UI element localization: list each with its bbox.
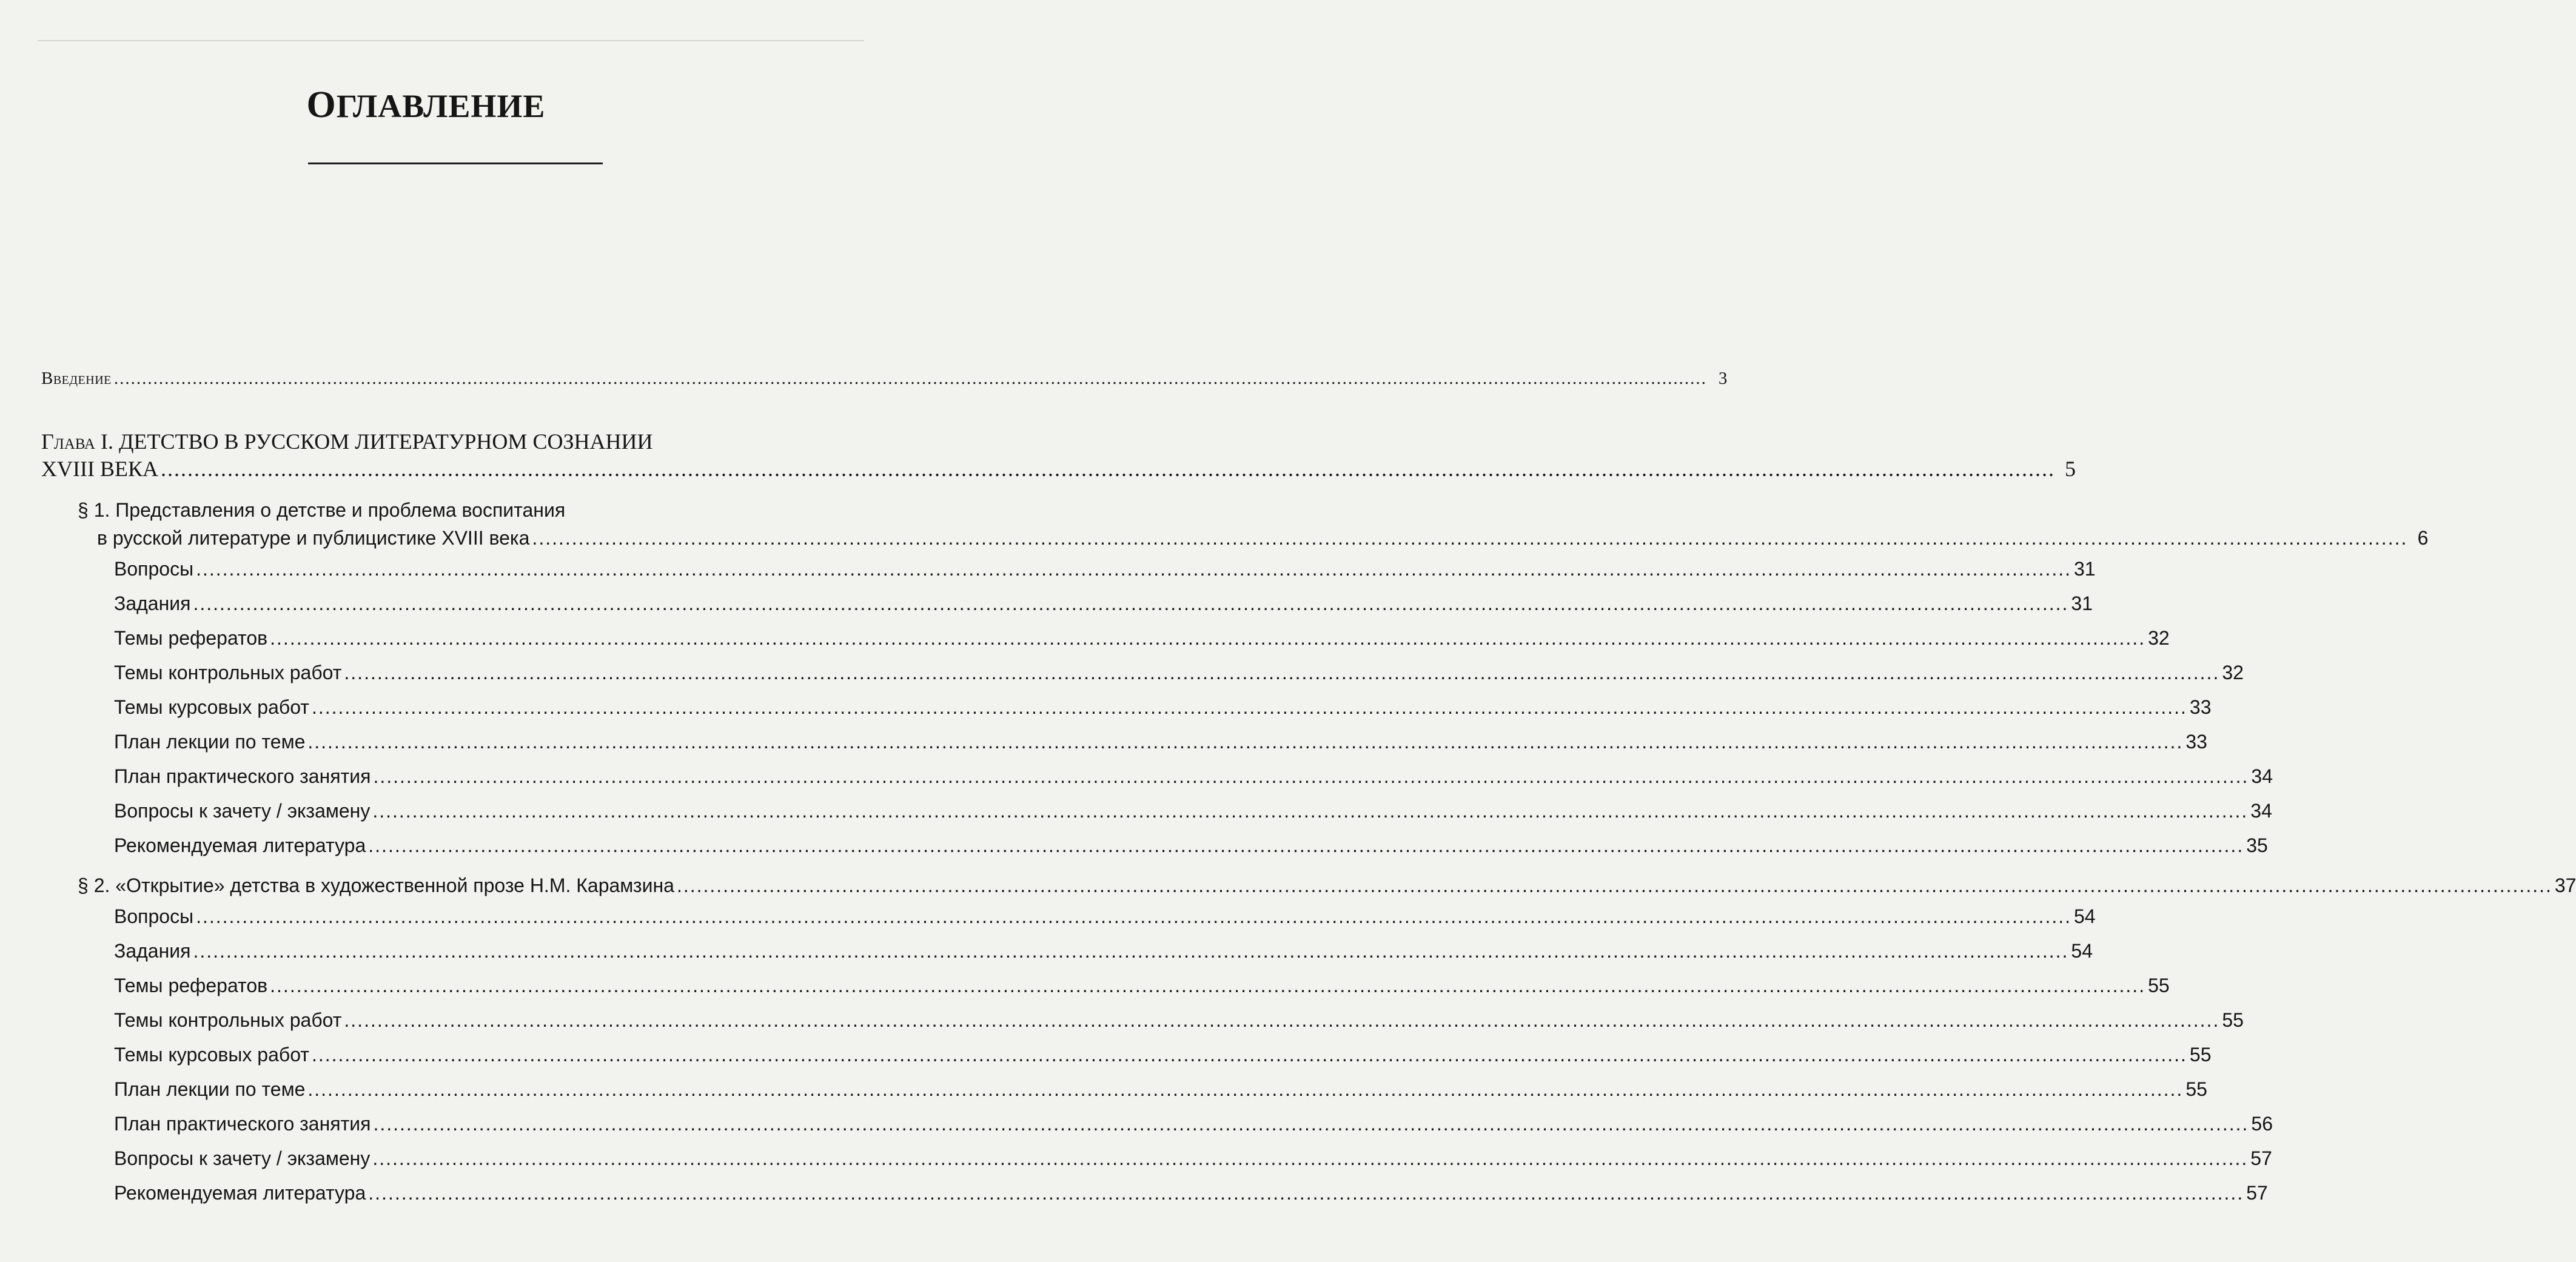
toc-label: План практического занятия [114,765,371,787]
toc-page-number: 33 [2189,696,2212,718]
leader-dots [307,1072,2183,1107]
toc-page-number: 55 [2189,1044,2212,1066]
toc-page-number: 33 [2185,731,2207,753]
toc-entry-section [41,871,2576,899]
toc-entry-item [41,1072,2207,1107]
toc-entry-item [41,1141,2272,1176]
toc-entry-item [41,552,2096,586]
toc-entry-chapter [41,456,2076,490]
leader-dots [270,968,2145,1003]
toc-entry-item [41,899,2096,934]
section-title-line2: в русской литературе и публицистике XVIII века [97,527,530,549]
toc-entry-item [41,828,2268,863]
toc-page-number: 32 [2222,662,2244,683]
toc-entry-item [41,794,2272,828]
toc-page-number: 55 [2148,975,2170,996]
leader-dots [372,1141,2248,1176]
section-title-line1: § 1. Представления о детстве и проблема воспитания [78,499,566,521]
toc-entry-item [41,1003,2244,1038]
chapter-prefix: Глава I. [41,429,113,454]
toc-page-number: 56 [2251,1113,2273,1135]
leader-dots [307,725,2183,759]
leader-dots [312,690,2187,725]
leader-dots [368,1176,2244,1210]
leader-dots [270,621,2145,656]
toc-entry-item [41,586,2093,621]
chapter-title-line2: XVIII ВЕКА [41,457,158,481]
toc-page-number: 3 [1718,369,1728,388]
leader-dots [373,759,2249,794]
toc-label: Вопросы к зачету / экзамену [114,1147,371,1169]
toc-label: Задания [114,940,191,962]
toc-entry-item [41,1176,2268,1210]
toc-entry-item [41,934,2093,968]
leader-dots [193,586,2068,621]
chapter-title-line1: ДЕТСТВО В РУССКОМ ЛИТЕРАТУРНОМ СОЗНАНИИ [118,429,653,454]
leader-dots [114,369,1707,389]
toc-entry-item [41,690,2212,725]
toc-page-number: 37 [2554,874,2576,896]
toc-page-number: 55 [2222,1009,2244,1031]
toc-entry-item [41,968,2170,1003]
toc-page-number: 5 [2064,457,2076,481]
toc-section-heading [41,496,871,524]
leader-dots [193,934,2068,968]
toc-entry-intro [41,369,1728,403]
toc-page-number: 35 [2246,834,2268,856]
leader-dots [161,456,2055,482]
toc-label: Вопросы [114,905,194,927]
leader-dots [312,1038,2187,1072]
toc-label: Темы контрольных работ [114,1009,342,1031]
toc-label: Темы рефератов [114,627,268,649]
title-rule [308,163,603,164]
toc-entry-item [41,1107,2273,1141]
page-title: ОГЛАВЛЕНИЕ [306,84,546,126]
toc-entry-item [41,725,2207,759]
toc-page-number: 54 [2074,905,2096,927]
leader-dots [344,656,2219,690]
toc-chapter-heading [41,427,871,456]
leader-dots [196,552,2071,586]
toc-page-number: 32 [2148,627,2170,649]
toc-label: Темы контрольных работ [114,662,342,683]
toc-page-number: 31 [2074,558,2096,580]
toc-label: Вопросы к зачету / экзамену [114,800,371,822]
toc-entry-item [41,621,2170,656]
toc-label: План лекции по теме [114,1078,306,1100]
leader-dots [677,871,2552,899]
toc-entry-item [41,1038,2212,1072]
leader-dots [196,899,2071,934]
toc-label: Введение [41,369,112,388]
table-of-contents [41,369,2576,1210]
toc-label: Вопросы [114,558,194,580]
toc-page-number: 34 [2250,800,2272,822]
toc-label: Темы рефератов [114,975,268,996]
toc-page-number: 57 [2246,1182,2268,1204]
toc-label: Темы курсовых работ [114,696,309,718]
toc-page-number: 57 [2250,1147,2272,1169]
toc-page-number: 54 [2071,940,2093,962]
leader-dots [373,1107,2249,1141]
leader-dots [532,524,2407,552]
toc-label: План лекции по теме [114,731,306,753]
toc-page-number: 55 [2185,1078,2207,1100]
toc-label: Рекомендуемая литература [114,1182,366,1204]
toc-page-number: 31 [2071,592,2093,614]
toc-page-number: 34 [2251,765,2273,787]
toc-page-number: 6 [2417,527,2429,549]
leader-dots [344,1003,2219,1038]
toc-entry-section [41,524,2429,552]
section-title: § 2. «Открытие» детства в художественной прозе Н.М. Карамзина [78,874,674,896]
leader-dots [372,794,2248,828]
toc-label: Задания [114,592,191,614]
toc-label: Темы курсовых работ [114,1044,309,1066]
toc-label: Рекомендуемая литература [114,834,366,856]
toc-entry-item [41,759,2273,794]
toc-label: План практического занятия [114,1113,371,1135]
leader-dots [368,828,2244,863]
header-rule [38,40,864,41]
toc-entry-item [41,656,2244,690]
